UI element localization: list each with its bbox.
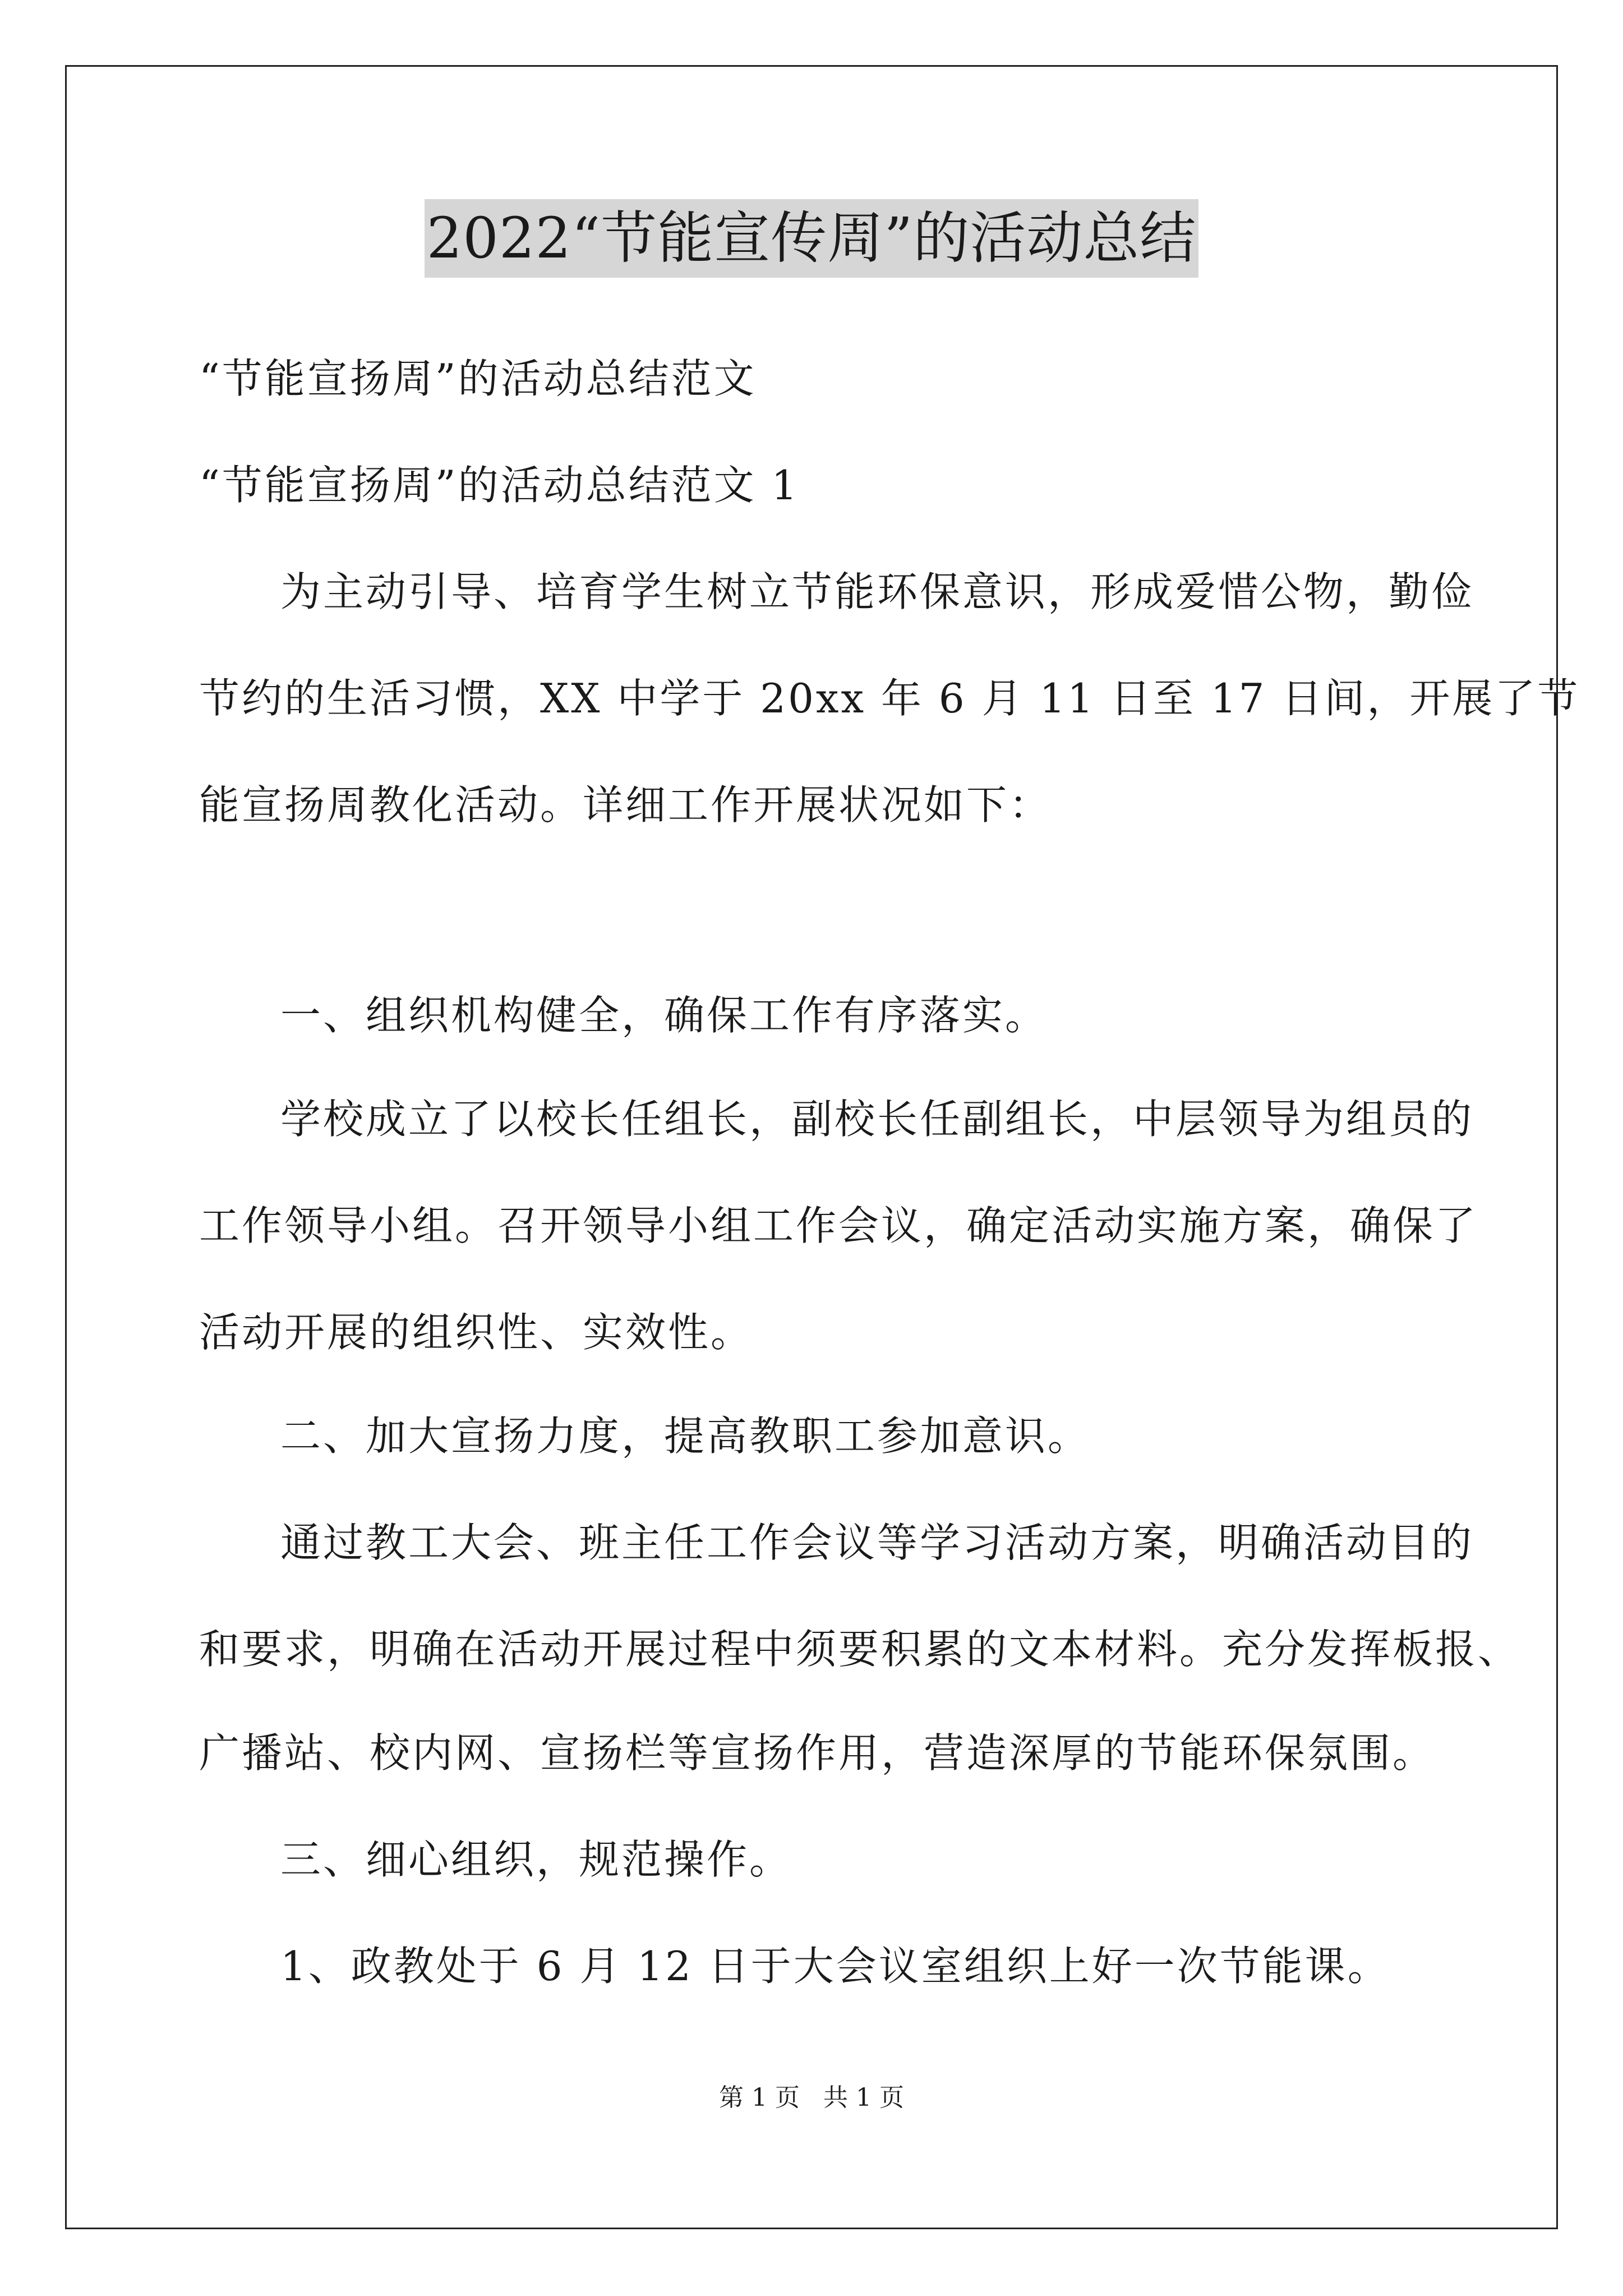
paragraph-line: 和要求，明确在活动开展过程中须要积累的文本材料。充分发挥板报、 bbox=[199, 1626, 1521, 1673]
paragraph-line: 广播站、校内网、宣扬栏等宣扬作用，营造深厚的节能环保氛围。 bbox=[199, 1729, 1436, 1777]
document-title: 2022“节能宣传周”的活动总结 bbox=[425, 199, 1199, 278]
paragraph-line: 工作领导小组。召开领导小组工作会议，确定活动实施方案，确保了 bbox=[199, 1202, 1478, 1249]
paragraph-line: 1、政教处于 6 月 12 日于大会议室组织上好一次节能课。 bbox=[280, 1943, 1390, 1990]
paragraph-line: 活动开展的组织性、实效性。 bbox=[199, 1309, 754, 1356]
section-heading: 一、组织机构健全，确保工作有序落实。 bbox=[280, 992, 1048, 1039]
paragraph-line: 通过教工大会、班主任工作会议等学习活动方案，明确活动目的 bbox=[280, 1519, 1474, 1566]
paragraph-line: 节约的生活习惯，XX 中学于 20xx 年 6 月 11 日至 17 日间，开展了节 bbox=[199, 675, 1580, 722]
section-heading: “节能宣扬周”的活动总结范文 1 bbox=[199, 462, 800, 509]
paragraph-line: 能宣扬周教化活动。详细工作开展状况如下： bbox=[199, 781, 1052, 829]
section-heading: 三、细心组织，规范操作。 bbox=[280, 1836, 792, 1883]
section-heading: 二、加大宣扬力度，提高教职工参加意识。 bbox=[280, 1412, 1091, 1460]
subtitle-line: “节能宣扬周”的活动总结范文 bbox=[199, 355, 757, 402]
title-container bbox=[0, 199, 1623, 278]
paragraph-line: 学校成立了以校长任组长，副校长任副组长，中层领导为组员的 bbox=[280, 1096, 1474, 1143]
page-footer: 第 1 页 共 1 页 bbox=[719, 2083, 904, 2112]
paragraph-line: 为主动引导、培育学生树立节能环保意识，形成爱惜公物，勤俭 bbox=[280, 568, 1474, 615]
